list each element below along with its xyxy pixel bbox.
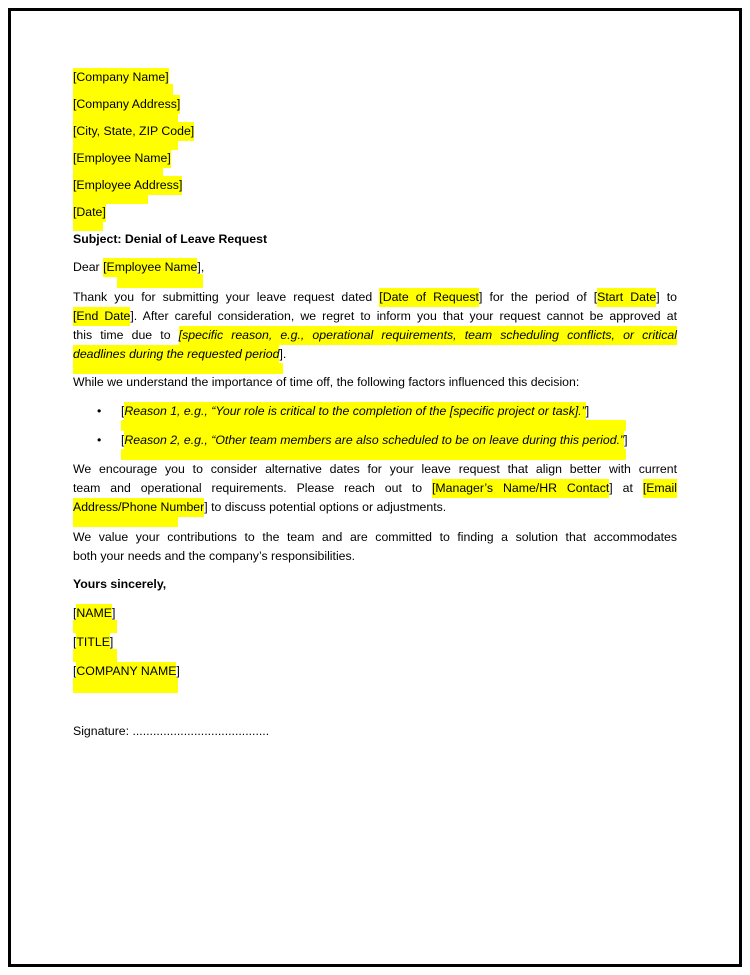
placeholder-highlight: Address/Phone Number <box>73 498 204 517</box>
text-run: team and operational requirements. Please reach out to <box>73 481 432 495</box>
bullet-text <box>121 431 628 450</box>
text-run: ] at <box>609 481 643 495</box>
paragraph-line <box>73 460 677 479</box>
placeholder-highlight: [Date] <box>73 203 106 222</box>
text-run: this time due to <box>73 328 179 342</box>
text-run: ] <box>624 433 628 447</box>
signature-dotted-line: Signature: ........................................ <box>73 724 270 738</box>
paragraph-line <box>73 498 677 517</box>
bullet-reason-1 <box>73 402 677 421</box>
paragraph-line <box>73 479 677 498</box>
text-run: ] <box>109 635 114 649</box>
paragraph-line <box>73 326 677 345</box>
placeholder-highlight: [Company Name] <box>73 68 169 87</box>
bullet-marker-icon: • <box>97 404 102 418</box>
signer-name-line <box>73 604 677 622</box>
date-line <box>73 203 677 221</box>
subject-line: Subject: Denial of Leave Request <box>73 232 268 246</box>
bullet-text <box>121 402 589 421</box>
highlight-tail <box>73 516 178 527</box>
text-run: ] to <box>656 290 677 304</box>
paragraph-line <box>73 288 677 307</box>
text-run: ] <box>585 404 590 418</box>
company-name-line <box>73 68 677 86</box>
employee-address-line <box>73 176 677 194</box>
text-run: ], <box>197 260 205 274</box>
text-run: ]. <box>279 347 287 361</box>
signer-company-line <box>73 662 677 680</box>
highlight-tail <box>73 678 178 693</box>
text-run: We encourage you to consider alternative dates for your leave request that align better with current <box>73 462 677 476</box>
salutation-line <box>73 258 677 276</box>
placeholder-highlight: [Employee Name] <box>73 149 171 168</box>
paragraph-line <box>73 307 677 326</box>
paragraph-value-contributions <box>73 528 677 566</box>
text-run: Thank you for submitting your leave request dated <box>73 290 380 304</box>
text-run: [ <box>73 664 77 678</box>
placeholder-highlight: [End Date <box>73 307 130 326</box>
text-run: [ <box>73 606 77 620</box>
factors-intro-line: While we understand the importance of time off, the following factors influenced this decision: <box>73 375 580 389</box>
company-address-line <box>73 95 677 113</box>
placeholder-highlight: [Date of Request <box>379 288 479 307</box>
highlight-tail <box>73 649 117 662</box>
text-run: ] <box>176 664 180 678</box>
text-run: ] to discuss potential options or adjustments. <box>204 500 447 514</box>
placeholder-highlight: [Employee Name <box>103 258 197 277</box>
placeholder-highlight: Reason 1, e.g., “Your role is critical to the completion of the [specific project or task].” <box>124 402 585 421</box>
placeholder-highlight: TITLE <box>76 633 109 652</box>
city-state-zip-line <box>73 122 677 140</box>
text-run: ] <box>111 606 116 620</box>
highlight-tail <box>121 420 626 431</box>
placeholder-highlight: [Email <box>643 479 677 498</box>
placeholder-highlight: NAME <box>76 604 112 623</box>
placeholder-highlight: deadlines during the requested period <box>73 345 279 364</box>
placeholder-highlight: [specific reason, e.g., operational requirements, team scheduling conflicts, or critical <box>179 326 677 345</box>
placeholder-highlight: COMPANY NAME <box>76 662 176 681</box>
placeholder-highlight: [Manager’s Name/HR Contact <box>432 479 609 498</box>
text-run: [ <box>121 433 125 447</box>
highlight-tail <box>73 620 117 633</box>
letter-content <box>73 68 677 741</box>
text-run: We value your contributions to the team and are committed to finding a solution that accommodates <box>73 530 677 544</box>
highlight-tail <box>121 449 626 460</box>
text-run: [ <box>73 635 77 649</box>
highlight-tail <box>117 274 203 288</box>
paragraph-line <box>73 547 677 566</box>
placeholder-highlight: Reason 2, e.g., “Other team members are also scheduled to be on leave during this period.” <box>124 431 624 450</box>
closing-line: Yours sincerely, <box>73 577 167 591</box>
text-run: [ <box>121 404 125 418</box>
placeholder-highlight: [Company Address] <box>73 95 180 114</box>
placeholder-highlight: [Employee Address] <box>73 176 182 195</box>
text-run: ] for the period of [ <box>478 290 598 304</box>
signer-title-line <box>73 633 677 651</box>
text-run: Dear <box>73 260 104 274</box>
bullet-marker-icon: • <box>97 433 102 447</box>
text-run: ]. After careful consideration, we regret to inform you that your request cannot be approved at <box>130 309 677 323</box>
paragraph-line <box>73 345 677 364</box>
paragraph-request-denied <box>73 288 677 364</box>
employee-name-line <box>73 149 677 167</box>
paragraph-line <box>73 528 677 547</box>
placeholder-highlight: [City, State, ZIP Code] <box>73 122 194 141</box>
bullet-reason-2 <box>73 431 677 450</box>
text-run: both your needs and the company’s responsibilities. <box>73 549 356 563</box>
paragraph-alternative-dates <box>73 460 677 517</box>
placeholder-highlight: Start Date <box>597 288 656 307</box>
